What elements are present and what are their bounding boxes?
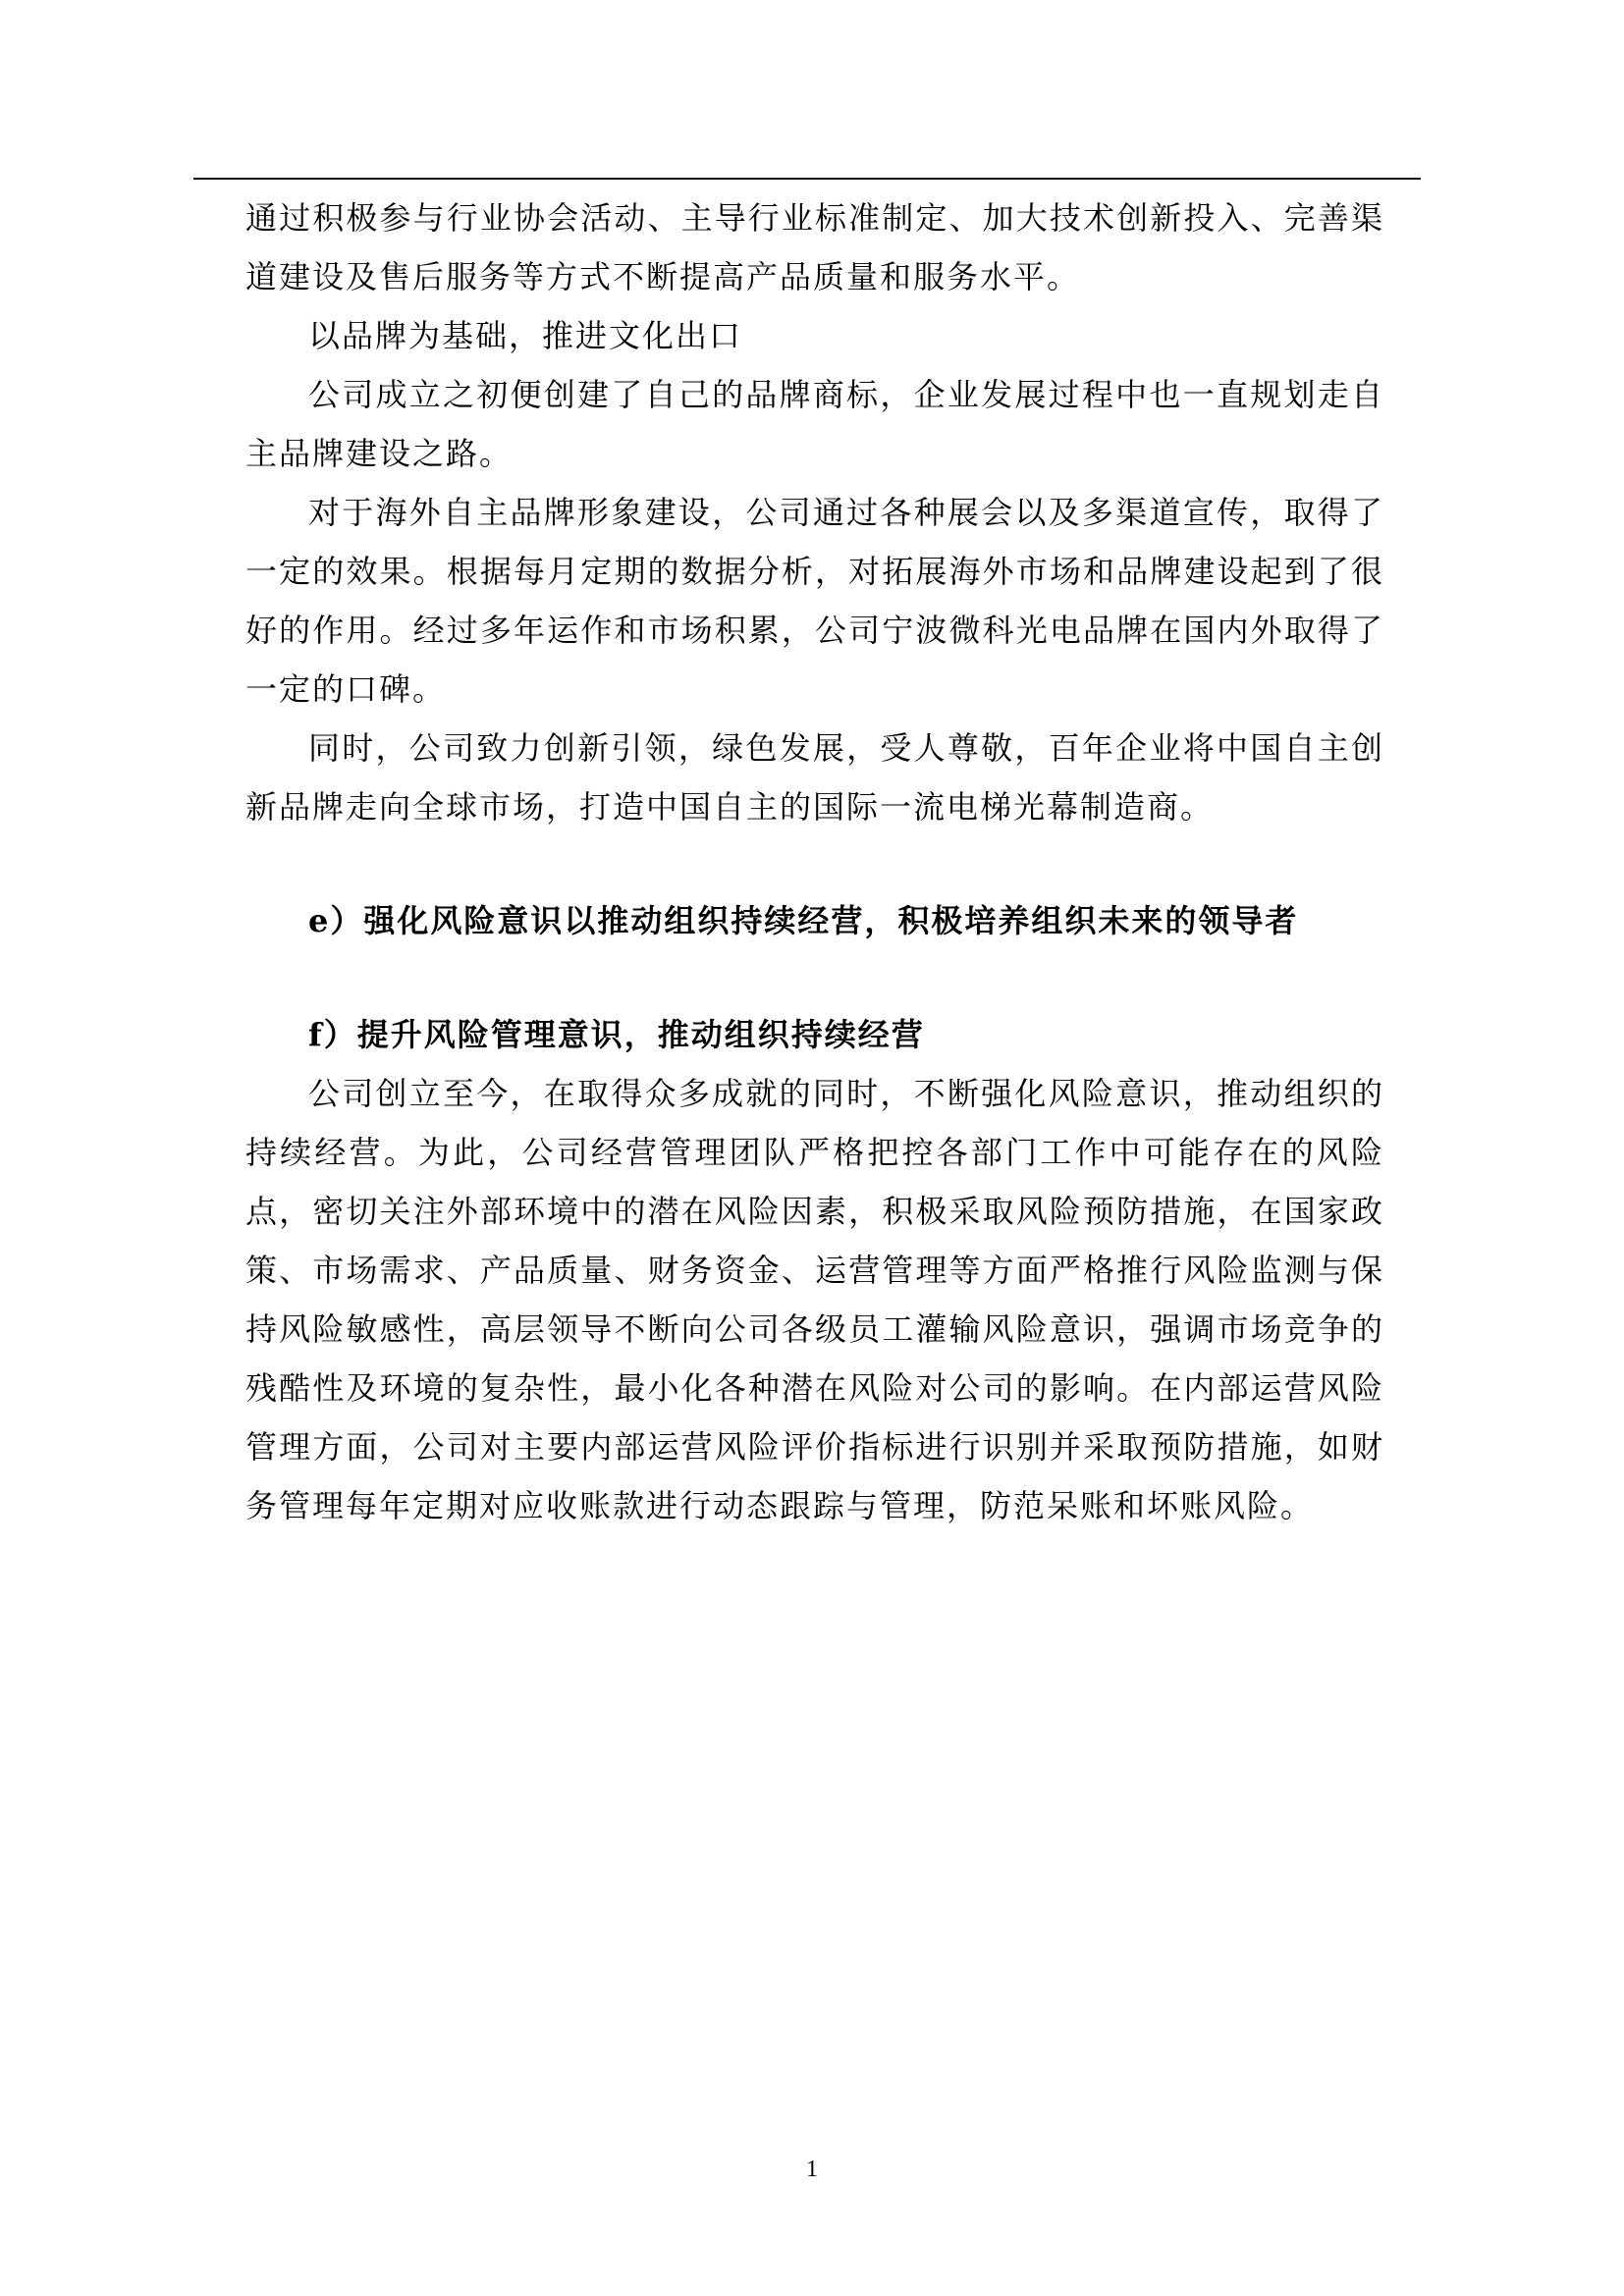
header-rule [193,178,1421,180]
section-gap [245,950,1384,1005]
paragraph-channel-service: 通过积极参与行业协会活动、主导行业标准制定、加大技术创新投入、完善渠道建设及售后服务等方式不断提高产品质量和服务水平。 [245,199,1384,295]
page-number: 1 [806,2157,818,2182]
paragraph-brand-culture-export: 以品牌为基础，推进文化出口 [308,317,743,354]
paragraph-overseas-brand: 对于海外自主品牌形象建设，公司通过各种展会以及多渠道宣传，取得了一定的效果。根据每月定期的数据分析，对拓展海外市场和品牌建设起到了很好的作用。经过多年运作和市场积累，公司宁波微科光电品牌在国内外取得了一定的口碑。 [245,494,1384,708]
paragraph-innovation-global: 同时，公司致力创新引领，绿色发展，受人尊敬，百年企业将中国自主创新品牌走向全球市场，打造中国自主的国际一流电梯光幕制造商。 [245,729,1384,826]
paragraph-own-brand: 公司成立之初便创建了自己的品牌商标，企业发展过程中也一直规划走自主品牌建设之路。 [245,376,1384,472]
heading-e-risk-awareness: e）强化风险意识以推动组织持续经营，积极培养组织未来的领导者 [308,902,1299,939]
heading-f-risk-management: f）提升风险管理意识，推动组织持续经营 [308,1016,925,1053]
section-gap [245,836,1384,891]
paragraph-risk-management: 公司创立至今，在取得众多成就的同时，不断强化风险意识，推动组织的持续经营。为此，公司经营管理团队严格把控各部门工作中可能存在的风险点，密切关注外部环境中的潜在风险因素，积极采取风险预防措施，在国家政策、市场需求、产品质量、财务资金、运营管理等方面严格推行风险监测与保持风险敏感性，高层领导不断向公司各级员工灌输风险意识，强调市场竞争的残酷性及环境的复杂性，最小化各种潜在风险对公司的影响。在内部运营风险管理方面，公司对主要内部运营风险评价指标进行识别并采取预防措施，如财务管理每年定期对应收账款进行动态跟踪与管理，防范呆账和坏账风险。 [245,1075,1384,1524]
body-content [245,188,1384,1535]
